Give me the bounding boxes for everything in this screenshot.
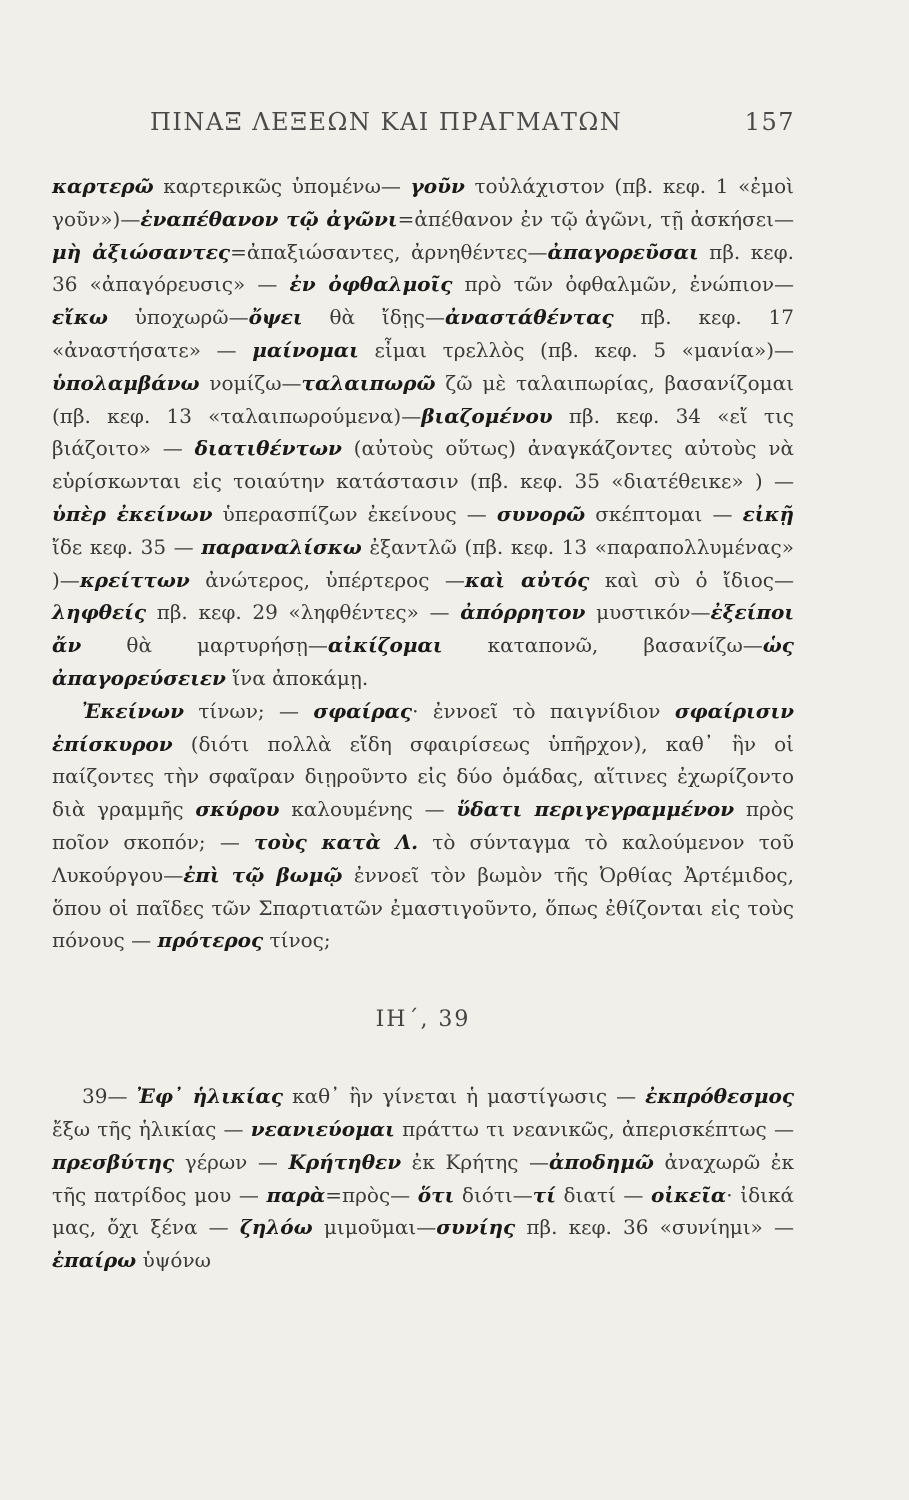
glossary-paragraph-3: 39— Ἐφ᾿ ἡλικίας καθ᾿ ἣν γίνεται ἡ μαστίγωσις — ἐκπρόθεσμος ἔξω τῆς ἡλικίας — νεανιεύομαι πράττω τι νεανικῶς, ἀπερισκέπτως — πρεσβύτης γέρων — Κρήτηθεν ἐκ Κρήτης —ἀποδημῶ ἀναχωρῶ ἐκ τῆς πατρίδος μου — παρὰ=πρὸς— ὅτι διότι—τί διατί — οἰκεῖα· ἰδικά μας, ὄχι ξένα — ζηλόω μιμοῦμαι—συνίης πβ. κεφ. 36 «συνίημι» — ἐπαίρω ὑψόνω — [52, 1084, 794, 1273]
headword: βιαζομένου — [421, 403, 553, 428]
headword: σφαίρισιν ἐπίσκυρον — [52, 698, 795, 756]
headword: οἰκεῖα — [651, 1182, 727, 1207]
headword: ἐπὶ τῷ βωμῷ — [183, 862, 343, 887]
headword: παραναλίσκω — [201, 534, 362, 559]
headword: Κρήτηθεν — [288, 1149, 402, 1174]
headword: ἐπαίρω — [52, 1248, 137, 1273]
headword: ἀποδημῶ — [548, 1149, 654, 1174]
headword: συνορῶ — [496, 501, 586, 526]
headword: νεανιεύομαι — [250, 1116, 395, 1141]
headword: Ἐκείνων — [82, 698, 184, 723]
headword: καὶ αὐτός — [464, 567, 590, 592]
headword: ἐναπέθανον τῷ ἀγῶνι — [140, 206, 398, 231]
headword: μαίνομαι — [252, 337, 359, 362]
headword: παρὰ — [266, 1182, 326, 1207]
headword: ζηλόω — [239, 1215, 313, 1240]
headword: ὡς ἀπαγορεύσειεν — [52, 633, 794, 690]
headword: κρείττων — [79, 567, 190, 592]
headword: σφαίρας — [313, 698, 413, 723]
headword: ὕδατι περιγεγραμμένον — [456, 797, 735, 822]
headword: ὅτι — [417, 1182, 455, 1207]
headword: ἐξείποι ἄν — [52, 600, 794, 658]
headword: ὑπὲρ ἐκείνων — [52, 501, 213, 526]
headword: ὑπολαμβάνω — [52, 370, 200, 395]
headword: ληφθείς — [52, 600, 147, 625]
page-number: 157 — [744, 108, 795, 136]
headword: ὄψει — [248, 305, 303, 330]
headword: καρτερῶ — [52, 174, 154, 198]
headword: πρότερος — [157, 928, 264, 953]
headword: εἰκῇ — [742, 501, 795, 526]
headword: διατιθέντων — [194, 436, 342, 461]
headword: εἴκω — [52, 305, 108, 330]
headword: μὴ ἀξιώσαντες — [52, 239, 231, 264]
section-heading: ΙΗ΄, 39 — [375, 1007, 471, 1033]
headword: τί — [532, 1182, 556, 1207]
headword: πρεσβύτης — [52, 1149, 175, 1174]
glossary-paragraph-2: Ἐκείνων τίνων; — σφαίρας· ἐννοεῖ τὸ παιγνίδιον σφαίρισιν ἐπίσκυρον (διότι πολλὰ εἴδη σφαιρίσεως ὑπῆρχον), καθ᾿ ἣν οἱ παίζοντες τὴν σφαῖραν διῃροῦντο εἰς δύο ὁμάδας, αἵτινες ἐχωρίζοντο διὰ γραμμῆς σκύρου καλουμένης — ὕδατι περιγεγραμμένον πρὸς ποῖον σκοπόν; — τοὺς κατὰ Λ. τὸ σύνταγμα τὸ καλούμενον τοῦ Λυκούργου—ἐπὶ τῷ βωμῷ ἐννοεῖ τὸν βωμὸν τῆς Ὀρθίας Ἀρτέμιδος, ὅπου οἱ παῖδες τῶν Σπαρτιατῶν ἐμαστιγοῦντο, ὅπως ἐθίζονται εἰς τοὺς πόνους — πρότερος τίνος; — [52, 698, 795, 953]
headword: αἰκίζομαι — [327, 633, 443, 658]
headword: ἐν ὀφθαλμοῖς — [289, 272, 453, 297]
headword: ἀναστάθέντας — [444, 305, 614, 330]
headword: ἀπαγορεῦσαι — [547, 239, 699, 264]
glossary-paragraph-1: καρτερῶ καρτερικῶς ὑπομένω— γοῦν τοὐλάχιστον (πβ. κεφ. 1 «ἐμοὶ γοῦν»)—ἐναπέθανον τῷ ἀγῶνι=ἀπέθανον ἐν τῷ ἀγῶνι, τῇ ἀσκήσει—μὴ ἀξιώσαντες=ἀπαξιώσαντες, ἀρνηθέντες—ἀπαγορεῦσαι πβ. κεφ. 36 «ἀπαγόρευσις» — ἐν ὀφθαλμοῖς πρὸ τῶν ὀφθαλμῶν, ἐνώπιον—εἴκω ὑποχωρῶ—ὄψει θὰ ἴδῃς—ἀναστάθέντας πβ. κεφ. 17 «ἀναστήσατε» — μαίνομαι εἶμαι τρελλὸς (πβ. κεφ. 5 «μανία»)—ὑπολαμβάνω νομίζω—ταλαιπωρῶ ζῶ μὲ ταλαιπωρίας, βασανίζομαι (πβ. κεφ. 13 «ταλαιπωρούμενα)—βιαζομένου πβ. κεφ. 34 «εἴ τις βιάζοιτο» — διατιθέντων (αὐτοὺς οὕτως) ἀναγκάζοντες αὐτοὺς νὰ εὑρίσκωνται εἰς τοιαύτην κατάστασιν (πβ. κεφ. 35 «διατέθεικε» ) — ὑπὲρ ἐκείνων ὑπερασπίζων ἐκείνους — συνορῶ σκέπτομαι — εἰκῇ ἴδε κεφ. 35 — παραναλίσκω ἐξαντλῶ (πβ. κεφ. 13 «παραπολλυμένας» )—κρείττων ἀνώτερος, ὑπέρτερος —καὶ αὐτός καὶ σὺ ὁ ἴδιος— ληφθείς πβ. κεφ. 29 «ληφθέντες» — ἀπόρρητον μυστικόν—ἐξείποι ἄν θὰ μαρτυρήσῃ—αἰκίζομαι καταπονῶ, βασανίζω—ὡς ἀπαγορεύσειεν ἵνα ἀποκάμῃ. — [52, 174, 795, 690]
headword: ἀπόρρητον — [460, 600, 586, 625]
headword: τοὺς κατὰ Λ. — [254, 829, 419, 854]
page-body — [52, 170, 794, 1277]
headword: σκύρου — [195, 797, 280, 822]
headword: ἐκπρόθεσμος — [645, 1084, 794, 1109]
headword: γοῦν — [410, 174, 465, 198]
running-head-title: ΠΙΝΑΞ ΛΕΞΕΩΝ ΚΑΙ ΠΡΑΓΜΑΤΩΝ — [150, 108, 623, 136]
headword: συνίης — [436, 1215, 516, 1240]
headword: Ἐφ᾿ ἡλικίας — [136, 1084, 284, 1109]
headword: ταλαιπωρῶ — [301, 370, 436, 395]
